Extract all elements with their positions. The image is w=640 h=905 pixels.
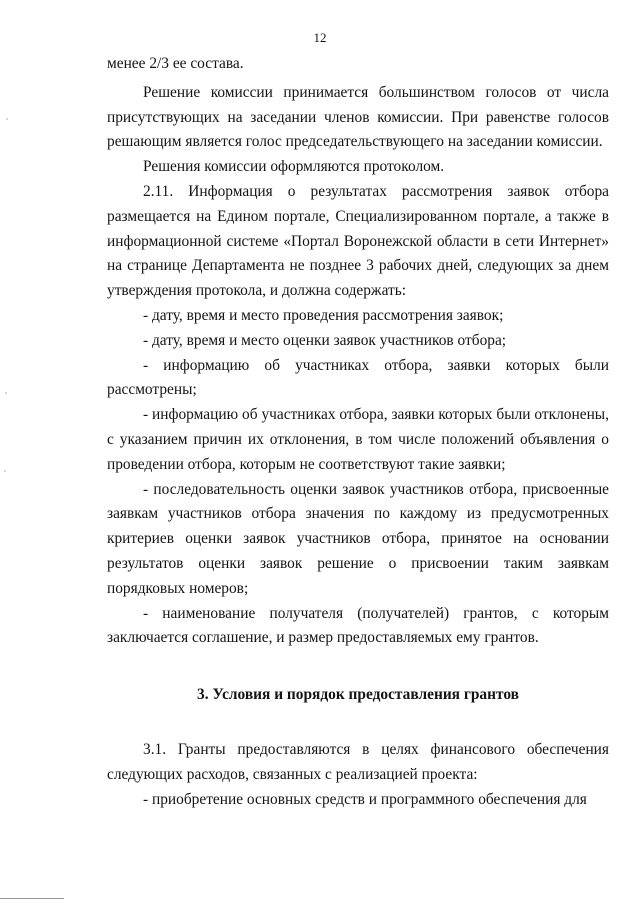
paragraph-2-11: 2.11. Информация о результатах рассмотрения заявок отбора размещается на Едином портале, Специализированном портале, а также в информационной системе «Портал Воронежской области в сети Интернет» на странице Департамента не позднее 3 рабочих дней, следующих за днем утверждения протокола, и должна содержать: [107, 182, 609, 300]
list-item-evaluation-date: - дату, время и место оценки заявок участников отбора; [143, 331, 507, 349]
list-item-review-date: - дату, время и место проведения рассмотрения заявок; [143, 306, 504, 324]
list-item-rejected-participants: - информацию об участниках отбора, заявки которых были отклонены, с указанием причин их отклонения, в том числе положений объявления о проведении отбора, которым не соответствуют такие заявки; [107, 406, 609, 473]
paragraph-commission-decision: Решение комиссии принимается большинством голосов от числа присутствующих на заседании членов комиссии. При равенстве голосов решающим является голос председательствующего на заседании комиссии. [107, 83, 609, 151]
footer-rule [0, 898, 64, 899]
list-item-evaluation-sequence: - последовательность оценки заявок участников отбора, присвоенные заявкам участников отбора значения по каждому из предусмотренных критериев оценки заявок участников отбора, принятое на основании результатов оценки заявок решение о присвоении таким заявкам порядковых номеров; [107, 480, 609, 597]
paragraph-continuation: менее 2/3 ее состава. [107, 55, 244, 72]
scan-speck [6, 118, 8, 120]
scan-speck [4, 470, 6, 472]
list-item-reviewed-participants: - информацию об участниках отбора, заявки которых были рассмотрены; [107, 356, 609, 399]
page-number: 12 [313, 30, 327, 45]
document-body [107, 52, 609, 812]
scan-speck [5, 392, 7, 394]
paragraph-commission-protocol: Решения комиссии оформляются протоколом. [143, 158, 445, 176]
paragraph-3-1: 3.1. Гранты предоставляются в целях финансового обеспечения следующих расходов, связанных с реализацией проекта: [107, 740, 609, 783]
list-item-fixed-assets: - приобретение основных средств и программного обеспечения для [143, 790, 587, 808]
section-heading: 3. Условия и порядок предоставления грантов [197, 686, 519, 704]
list-item-grant-recipient: - наименование получателя (получателей) грантов, с которым заключается соглашение, и размер предоставляемых ему грантов. [107, 604, 609, 647]
